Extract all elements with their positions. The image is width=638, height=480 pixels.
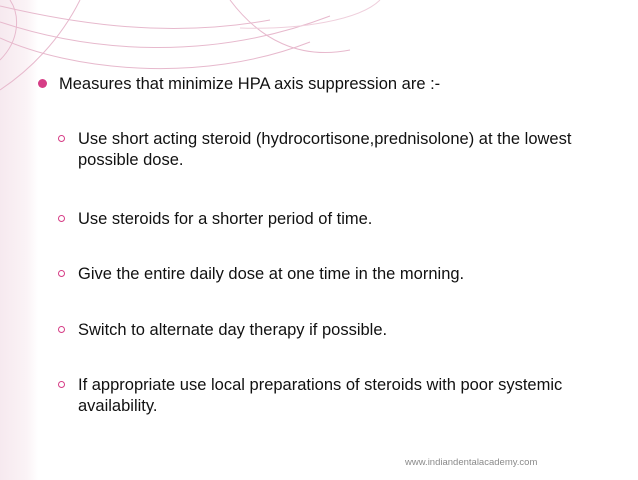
main-bullet-text: Measures that minimize HPA axis suppression are :-: [59, 75, 441, 93]
bullet-dot-icon: [38, 79, 47, 88]
sub-bullet-text: Switch to alternate day therapy if possible.: [78, 321, 388, 339]
sub-bullet-text: Use steroids for a shorter period of time.: [78, 210, 373, 228]
sub-bullet-text: If appropriate use local preparations of steroids with poor systemic availability.: [78, 376, 563, 415]
ring-bullet-icon: [58, 135, 65, 142]
sub-bullet-text: Give the entire daily dose at one time in the morning.: [78, 265, 465, 283]
footer-url: www.indiandentalacademy.com: [405, 457, 538, 468]
ring-bullet-icon: [58, 215, 65, 222]
sub-bullet-text: Use short acting steroid (hydrocortisone,prednisolone) at the lowest possible dose.: [78, 130, 572, 169]
ring-bullet-icon: [58, 270, 65, 277]
ring-bullet-icon: [58, 381, 65, 388]
ring-bullet-icon: [58, 326, 65, 333]
